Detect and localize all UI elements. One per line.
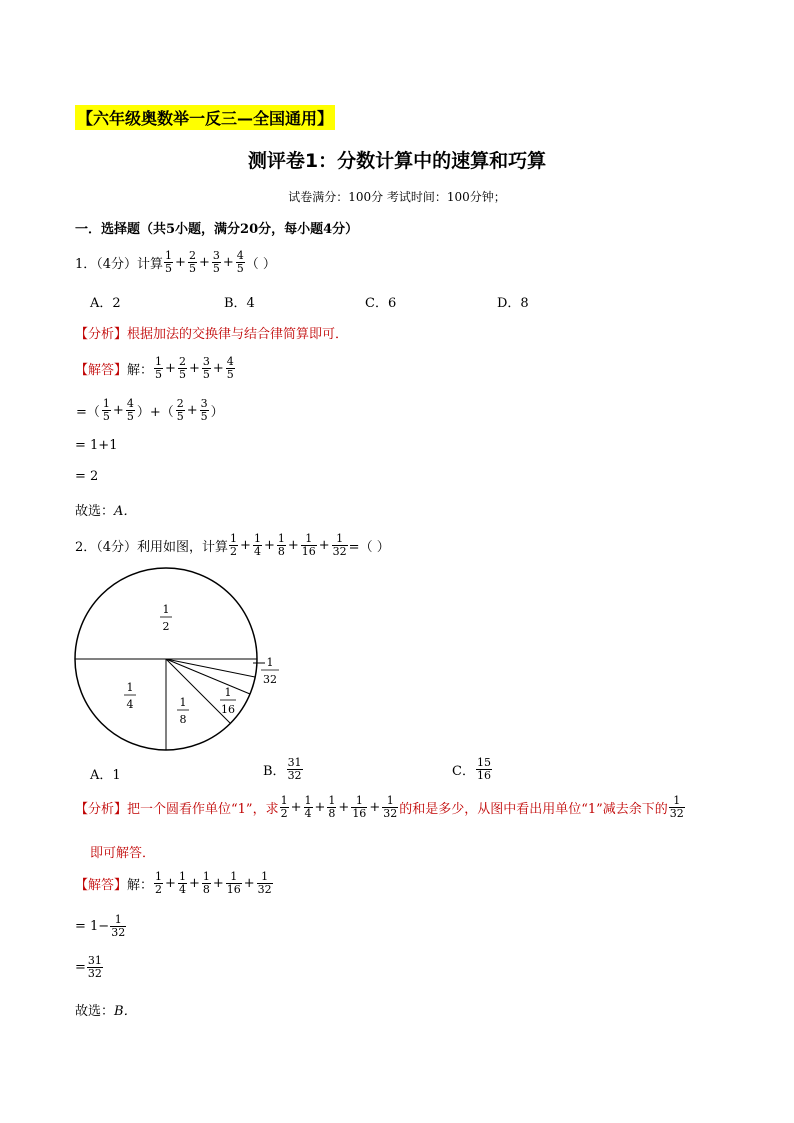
q2-answer: 【解答】 解： $\frac{1}{2}$ + $\frac{1}{4}$ + $\frac{1}{8}$ + $\frac{1}{16}$ + $\frac{1}{32}$	[75, 870, 272, 896]
q1-choice-d: D．8	[497, 296, 529, 311]
label-32-num: 1	[266, 656, 274, 669]
q1-answer: 【解答】 解： $\frac{1}{5}$ + $\frac{2}{5}$ + $\frac{3}{5}$ + $\frac{4}{5}$	[75, 355, 234, 381]
label-sixteenth-den: 16	[221, 703, 235, 716]
q1-step3: = 1+1	[75, 438, 118, 453]
radius-22	[166, 659, 250, 694]
label-half-den: 2	[162, 620, 170, 633]
q1-prefix: 1．（4分）计算	[75, 257, 164, 272]
q2-step3: = $\frac{31}{32}$	[75, 954, 102, 980]
q1-frac: $\frac{3}{5}$	[212, 249, 220, 275]
analysis-tag: 【分析】	[75, 327, 128, 342]
q1-choice-b: B．4	[224, 296, 255, 311]
q1-choose: 故选：A．	[75, 504, 137, 519]
q1-choice-a: A．2	[90, 296, 121, 311]
q2-choice-a: A．1	[90, 768, 121, 783]
circle-diagram	[70, 565, 290, 760]
exam-info: 试卷满分：100分 考试时间：100分钟；	[288, 190, 506, 204]
banner: 【六年级奥数举一反三—全国通用】	[75, 105, 335, 130]
label-half-num: 1	[162, 603, 170, 616]
q1-step2: =（ $\frac{1}{5}$ + $\frac{4}{5}$ ）+（ $\frac{2}{5}$ + $\frac{3}{5}$ ）	[76, 397, 224, 423]
label-sixteenth-num: 1	[224, 686, 232, 699]
q1-analysis	[75, 323, 348, 342]
label-quarter-num: 1	[126, 681, 134, 694]
q1-frac: $\frac{4}{5}$	[236, 249, 244, 275]
q2-analysis-cont: 即可解答．	[90, 846, 156, 861]
answer-tag: 【解答】	[75, 363, 128, 378]
q1-step4: = 2	[75, 469, 99, 484]
label-32-den: 32	[263, 673, 277, 686]
q2-prefix: 2．（4分）利用如图，计算	[75, 540, 229, 555]
q2-choice-b: B． $\frac{31}{32}$	[263, 756, 302, 782]
q2-stem: 2．（4分）利用如图，计算 $\frac{1}{2}$ + $\frac{1}{4}$ + $\frac{1}{8}$ + $\frac{1}{16}$ + $\frac{1}{32}$ =（ ）	[75, 532, 390, 558]
q2-step2: = 1− $\frac{1}{32}$	[75, 913, 126, 939]
q1-stem: 1．（4分）计算 $\frac{1}{5}$ + $\frac{2}{5}$ + $\frac{3}{5}$ + $\frac{4}{5}$ （ ）	[75, 249, 276, 275]
analysis-text: 根据加法的交换律与结合律简算即可．	[127, 327, 349, 342]
section-heading: 一．选择题（共5小题，满分20分，每小题4分）	[75, 222, 359, 237]
q2-analysis: 【分析】 把一个圆看作单位“1”，求 $\frac{1}{2}$ + $\frac{1}{4}$ + $\frac{1}{8}$ + $\frac{1}{16}$ + $\frac{1}{32}$ 的和是多少，从图中看出用单位“1”减去余下的 $\frac{1}{32}$	[75, 794, 684, 820]
q1-frac: $\frac{2}{5}$	[188, 249, 196, 275]
q1-choice-c: C．6	[365, 296, 397, 311]
q1-suffix: （ ）	[245, 257, 276, 272]
label-eighth-den: 8	[179, 713, 187, 726]
q1-frac: $\frac{1}{5}$	[165, 249, 173, 275]
q2-choice-c: C． $\frac{15}{16}$	[452, 756, 491, 782]
radius-11	[166, 659, 255, 677]
q2-choose: 故选：B．	[75, 1004, 137, 1019]
label-quarter-den: 4	[126, 698, 134, 711]
label-eighth-num: 1	[179, 696, 187, 709]
page-title: 测评卷1：分数计算中的速算和巧算	[247, 150, 547, 172]
